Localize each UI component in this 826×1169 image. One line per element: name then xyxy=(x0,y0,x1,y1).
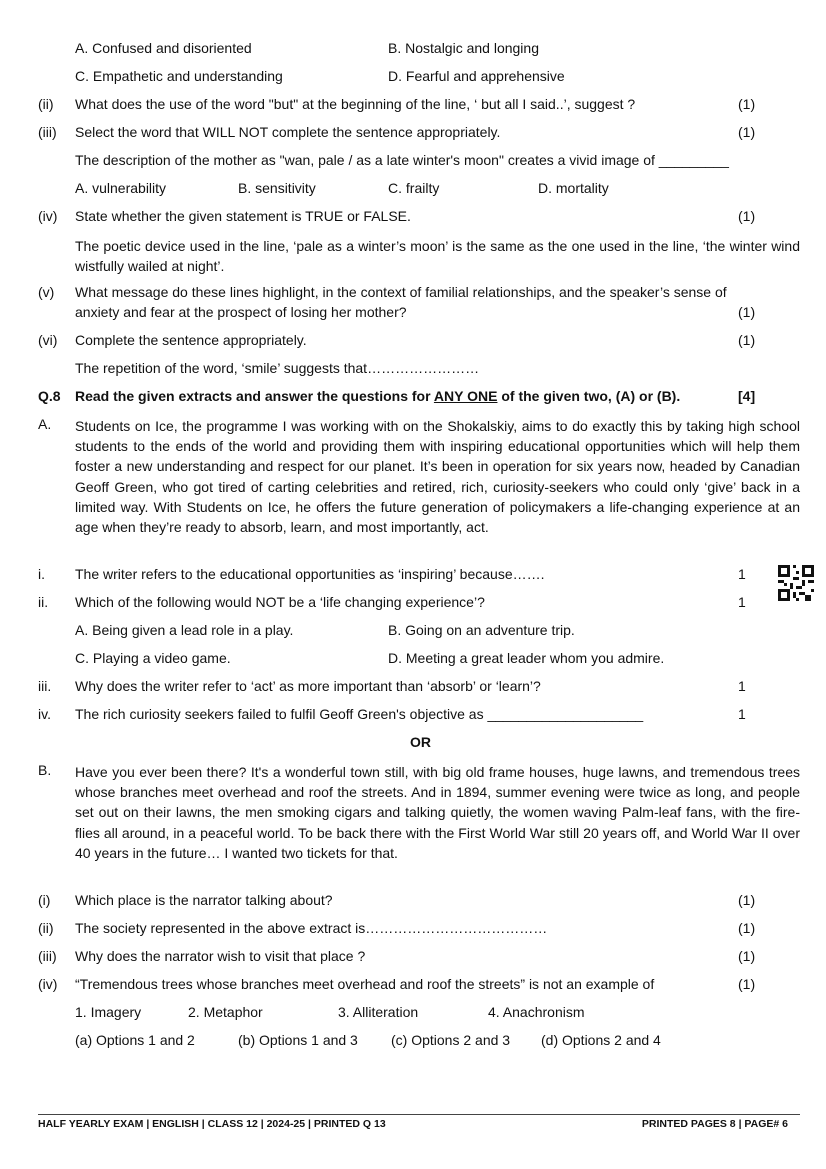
footer-right: PRINTED PAGES 8 | PAGE# 6 xyxy=(641,1118,788,1130)
b-q4-item-3: 3. Alliteration xyxy=(338,1004,419,1020)
a-q1-label: i. xyxy=(38,566,45,582)
b-q1-marks: (1) xyxy=(738,892,756,908)
a-q3-marks: 1 xyxy=(738,678,746,694)
q7-option-d: D. Fearful and apprehensive xyxy=(388,68,565,84)
a-q3-label: iii. xyxy=(38,678,52,694)
b-q2-label: (ii) xyxy=(38,920,54,936)
extract-b-label: B. xyxy=(38,762,52,778)
q7-v-line2: anxiety and fear at the prospect of losing her mother? xyxy=(75,304,407,320)
b-q4-option-d: (d) Options 2 and 4 xyxy=(541,1032,661,1048)
q7-option-c: C. Empathetic and understanding xyxy=(75,68,283,84)
b-q4-text: “Tremendous trees whose branches meet overhead and roof the streets” is not an example of xyxy=(75,976,655,992)
q7-iii-text: Select the word that WILL NOT complete the sentence appropriately. xyxy=(75,124,501,140)
q8-heading-post: of the given two, (A) or (B). xyxy=(497,388,681,404)
a-q2-label: ii. xyxy=(38,594,49,610)
a-q1-marks: 1 xyxy=(738,566,746,582)
a-q4-text: The rich curiosity seekers failed to fulfil Geoff Green's objective as ____________________ xyxy=(75,706,644,722)
b-q4-option-a: (a) Options 1 and 2 xyxy=(75,1032,195,1048)
q7-ii-text: What does the use of the word "but" at the beginning of the line, ‘ but all I said..’, suggest ? xyxy=(75,96,636,112)
b-q3-label: (iii) xyxy=(38,948,57,964)
b-q4-option-c: (c) Options 2 and 3 xyxy=(391,1032,511,1048)
b-q2-marks: (1) xyxy=(738,920,756,936)
a-q4-marks: 1 xyxy=(738,706,746,722)
q7-option-a: A. Confused and disoriented xyxy=(75,40,252,56)
q7-ii-label: (ii) xyxy=(38,96,54,112)
q7-vi-stem: The repetition of the word, ‘smile’ suggests that…………………… xyxy=(75,360,480,376)
b-q3-text: Why does the narrator wish to visit that place ? xyxy=(75,948,366,964)
b-q2-text: The society represented in the above extract is………………………………… xyxy=(75,920,548,936)
extract-a-passage: Students on Ice, the programme I was working with on the Shokalskiy, aims to do exactly this by taking high school students to the ends of the world and providing them with inspiring educational opportunities which will help them foster a new understanding and respect for our planet. It’s been in operation for six years now, headed by Canadian Geoff Green, who got tired of carting celebrities and retired, rich, curiosity-seekers who could only ‘give’ back in a limited way. With Students on Ice, he offers the future generation of policymakers a life-changing experience at an age when they’re ready to absorb, learn, and most importantly, act. xyxy=(75,418,800,536)
q7-iii-marks: (1) xyxy=(738,124,756,140)
a-q2-marks: 1 xyxy=(738,594,746,610)
q7-v-marks: (1) xyxy=(738,304,756,320)
q8-marks: [4] xyxy=(738,388,756,404)
b-q4-item-1: 1. Imagery xyxy=(75,1004,142,1020)
a-q2-text: Which of the following would NOT be a ‘life changing experience’? xyxy=(75,594,485,610)
b-q1-label: (i) xyxy=(38,892,51,908)
a-q2-option-a: A. Being given a lead role in a play. xyxy=(75,622,294,638)
extract-b-passage: Have you ever been there? It's a wonderful town still, with big old frame houses, huge lawns, and tremendous trees whose branches meet overhead and roof the streets. And in 1894, summer evening were twice as long, and people set out on their lawns, the men smoking cigars and talking quietly, the women waving Palm-leaf fans, with the fire-flies all around, in a peaceful world. To be back there with the First World War still 20 years off, and World War II over 40 years in the future… I wanted two tickets for that. xyxy=(75,764,800,861)
q7-vi-text: Complete the sentence appropriately. xyxy=(75,332,307,348)
b-q4-option-b: (b) Options 1 and 3 xyxy=(238,1032,358,1048)
q7-iv-marks: (1) xyxy=(738,208,756,224)
q7-iii-option-a: A. vulnerability xyxy=(75,180,167,196)
b-q1-text: Which place is the narrator talking about? xyxy=(75,892,333,908)
q7-vi-label: (vi) xyxy=(38,332,58,348)
or-divider: OR xyxy=(410,734,431,750)
q8-heading-any-one: ANY ONE xyxy=(433,388,498,404)
qr-code-icon xyxy=(778,565,814,601)
footer-rule xyxy=(38,1114,800,1115)
q7-iv-stem: The poetic device used in the line, ‘pale as a winter’s moon’ is the same as the one used in the line, ‘the winter wind wistfully wailed at night’. xyxy=(75,238,800,275)
q7-iii-option-d: D. mortality xyxy=(538,180,609,196)
extract-a-label: A. xyxy=(38,416,52,432)
a-q4-label: iv. xyxy=(38,706,51,722)
b-q4-item-4: 4. Anachronism xyxy=(488,1004,585,1020)
q7-v-line1: What message do these lines highlight, in the context of familial relationships, and the speaker’s sense of xyxy=(75,284,727,300)
a-q1-text: The writer refers to the educational opportunities as ‘inspiring’ because……. xyxy=(75,566,545,582)
a-q3-text: Why does the writer refer to ‘act’ as more important than ‘absorb’ or ‘learn’? xyxy=(75,678,541,694)
q7-option-b: B. Nostalgic and longing xyxy=(388,40,539,56)
a-q2-option-b: B. Going on an adventure trip. xyxy=(388,622,575,638)
q8-label: Q.8 xyxy=(38,388,61,404)
b-q3-marks: (1) xyxy=(738,948,756,964)
b-q4-item-2: 2. Metaphor xyxy=(188,1004,263,1020)
q7-iii-option-c: C. frailty xyxy=(388,180,440,196)
q7-ii-marks: (1) xyxy=(738,96,756,112)
q7-v-label: (v) xyxy=(38,284,55,300)
q7-iii-stem: The description of the mother as "wan, pale / as a late winter's moon" creates a vivid image of _________ xyxy=(75,152,729,168)
q8-heading-pre: Read the given extracts and answer the questions for xyxy=(75,388,434,404)
b-q4-label: (iv) xyxy=(38,976,58,992)
b-q4-marks: (1) xyxy=(738,976,756,992)
a-q2-option-c: C. Playing a video game. xyxy=(75,650,231,666)
a-q2-option-d: D. Meeting a great leader whom you admire. xyxy=(388,650,665,666)
q7-iii-option-b: B. sensitivity xyxy=(238,180,316,196)
q7-iv-label: (iv) xyxy=(38,208,58,224)
q7-vi-marks: (1) xyxy=(738,332,756,348)
q8-heading xyxy=(75,388,680,404)
q7-iii-label: (iii) xyxy=(38,124,57,140)
footer-left: HALF YEARLY EXAM | ENGLISH | CLASS 12 | 2024-25 | PRINTED Q 13 xyxy=(38,1118,386,1130)
q7-iv-text: State whether the given statement is TRUE or FALSE. xyxy=(75,208,411,224)
